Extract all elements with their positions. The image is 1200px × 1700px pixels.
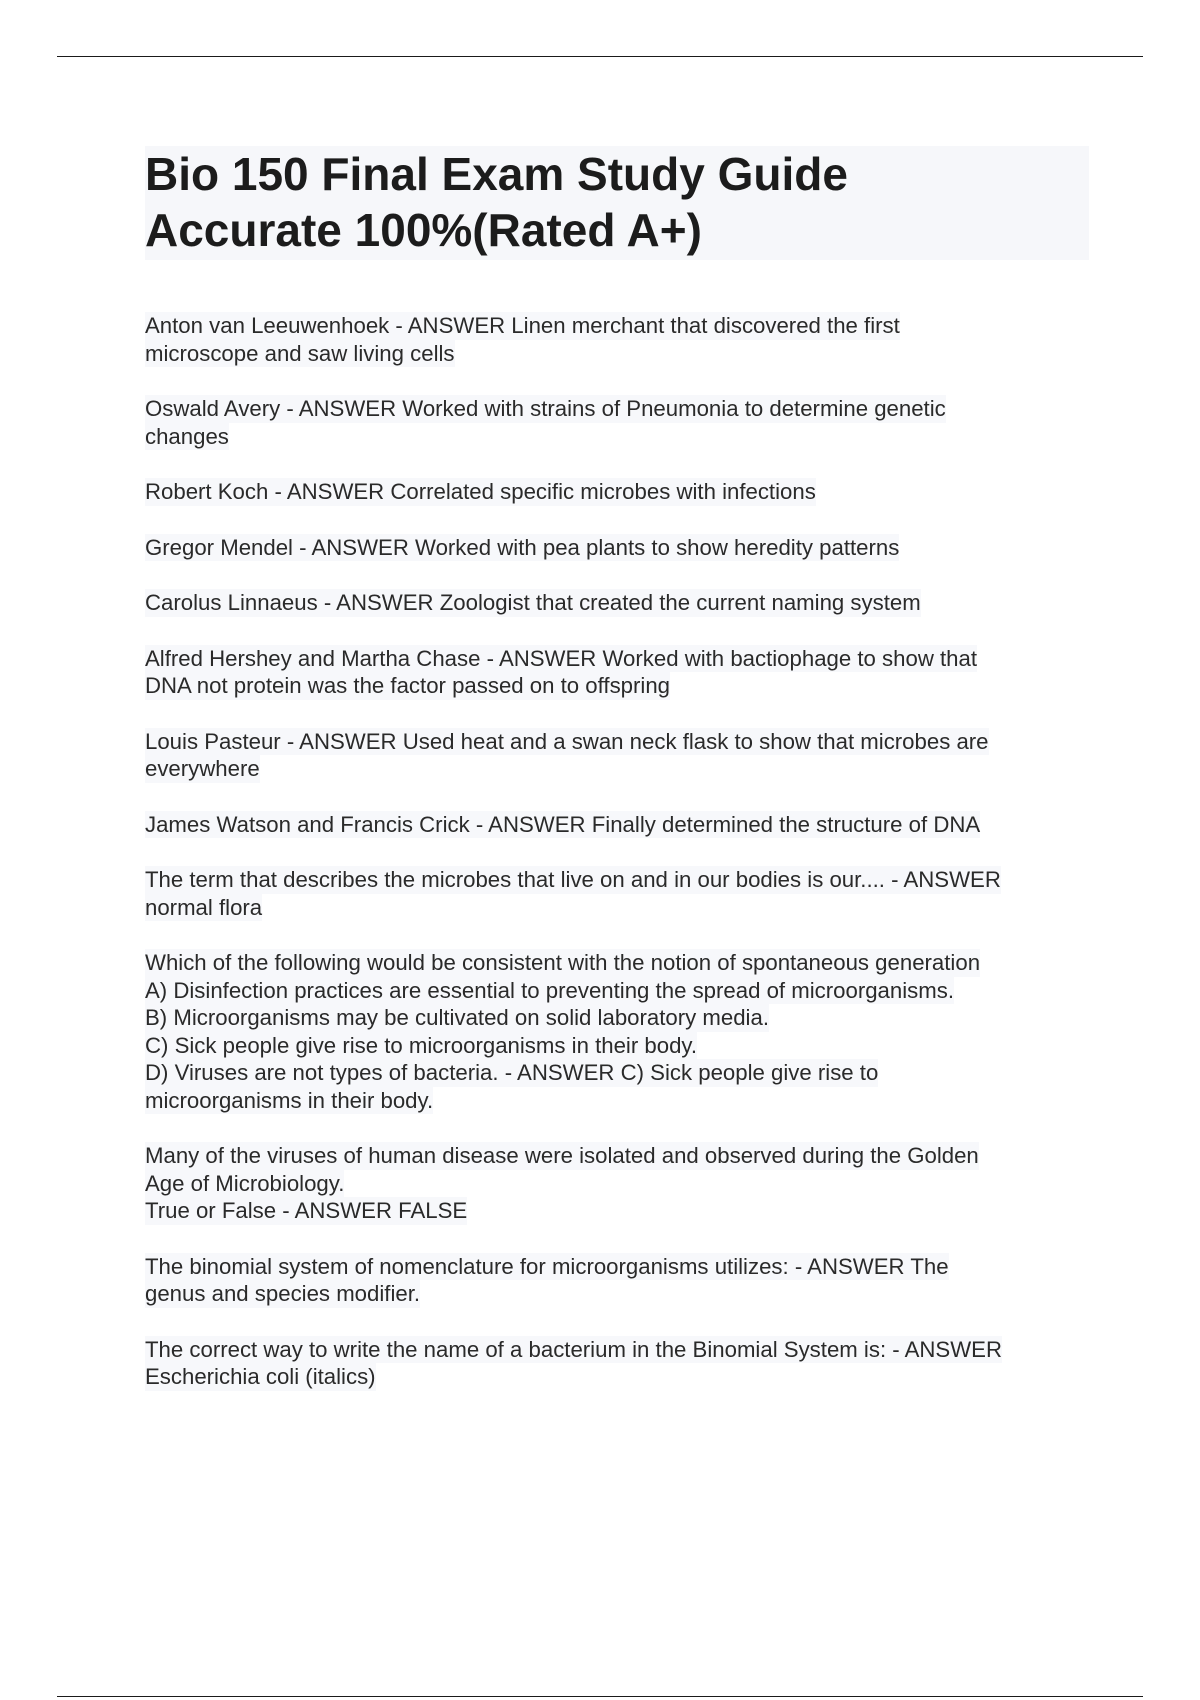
qa-entry-line: Alfred Hershey and Martha Chase - ANSWER Worked with bactiophage to show that (145, 645, 978, 671)
qa-entry-line: Louis Pasteur - ANSWER Used heat and a swan neck flask to show that microbes are (145, 728, 989, 754)
qa-entry (145, 312, 1095, 367)
bottom-rule (57, 1696, 1143, 1697)
qa-entry-line: C) Sick people give rise to microorganisms in their body. (145, 1032, 698, 1058)
qa-entry-line: Carolus Linnaeus - ANSWER Zoologist that created the current naming system (145, 590, 921, 615)
title-line-2: Accurate 100%(Rated A+) (145, 204, 702, 256)
qa-entry (145, 728, 1095, 783)
qa-entry-line: The correct way to write the name of a bacterium in the Binomial System is: - ANSWER (145, 1336, 1002, 1362)
qa-entry-line: microscope and saw living cells (145, 340, 455, 366)
title-block (145, 146, 1089, 260)
qa-entry-line: Oswald Avery - ANSWER Worked with strains of Pneumonia to determine genetic (145, 396, 946, 421)
qa-entry (145, 589, 1095, 617)
qa-entry-line: D) Viruses are not types of bacteria. - ANSWER C) Sick people give rise to (145, 1060, 879, 1085)
qa-entry (145, 866, 1095, 921)
qa-entry (145, 811, 1095, 839)
page-title (145, 146, 1089, 260)
qa-entry-line: Many of the viruses of human disease were isolated and observed during the Golden (145, 1143, 979, 1168)
qa-entry (145, 645, 1095, 700)
qa-entry-line: DNA not protein was the factor passed on to offspring (145, 673, 671, 698)
qa-entry-line: changes (145, 423, 229, 449)
qa-entry-line: True or False - ANSWER FALSE (145, 1198, 468, 1223)
qa-entry-line: normal flora (145, 894, 263, 920)
qa-entry (145, 1336, 1095, 1391)
qa-entry (145, 1253, 1095, 1308)
qa-entry-line: Robert Koch - ANSWER Correlated specific microbes with infections (145, 479, 816, 504)
title-line-1: Bio 150 Final Exam Study Guide (145, 148, 848, 200)
qa-entry (145, 478, 1095, 506)
qa-entry-line: A) Disinfection practices are essential to preventing the spread of microorganisms. (145, 977, 954, 1003)
qa-entry-line: Which of the following would be consistent with the notion of spontaneous generation (145, 950, 981, 975)
qa-entry-line: microorganisms in their body. (145, 1087, 434, 1113)
qa-entry-line: Age of Microbiology. (145, 1170, 345, 1196)
qa-entry-line: everywhere (145, 756, 260, 781)
qa-entry (145, 395, 1095, 450)
qa-entry (145, 534, 1095, 562)
qa-entry-line: genus and species modifier. (145, 1281, 421, 1306)
qa-entry-line: The binomial system of nomenclature for microorganisms utilizes: - ANSWER The (145, 1253, 949, 1279)
qa-entry-line: Escherichia coli (italics) (145, 1364, 376, 1389)
qa-entry (145, 949, 1095, 1114)
qa-entry-line: Anton van Leeuwenhoek - ANSWER Linen merchant that discovered the first (145, 313, 900, 338)
qa-entry-line: The term that describes the microbes that live on and in our bodies is our.... - ANSWER (145, 867, 1001, 892)
qa-entry (145, 1142, 1095, 1225)
qa-entry-line: James Watson and Francis Crick - ANSWER Finally determined the structure of DNA (145, 811, 981, 837)
qa-entry-line: B) Microorganisms may be cultivated on solid laboratory media. (145, 1005, 769, 1030)
qa-entry-line: Gregor Mendel - ANSWER Worked with pea plants to show heredity patterns (145, 534, 900, 560)
qa-list (145, 312, 1095, 1419)
top-rule (57, 56, 1143, 57)
